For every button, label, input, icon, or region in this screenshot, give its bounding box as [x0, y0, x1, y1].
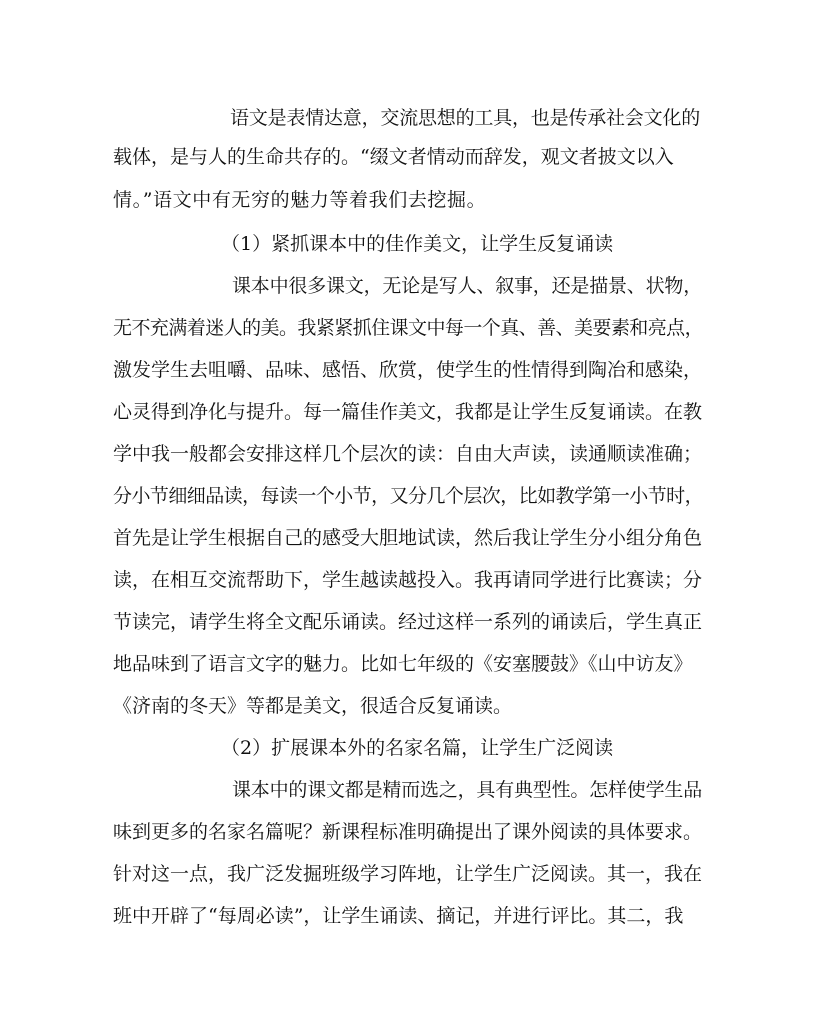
paragraph-3-line-4: 班中开辟了“每周必读”，让学生诵读、摘记，并进行评比。其二，我	[113, 905, 684, 927]
paragraph-3-line-2: 味到更多的名家名篇呢？新课程标准明确提出了课外阅读的具体要求。	[113, 821, 703, 843]
paragraph-2-line-6: 分小节细细品读，每读一个小节，又分几个层次，比如教学第一小节时，	[113, 485, 704, 507]
paragraph-2-line-3: 激发学生去咀嚼、品味、感悟、欣赏，使学生的性情得到陶冶和感染，	[113, 359, 703, 381]
paragraph-1-line-1: 语文是表情达意，交流思想的工具，也是传承社会文化的	[230, 107, 701, 129]
paragraph-2-line-1: 课本中很多课文，无论是写人、叙事，还是描景、状物，	[232, 275, 703, 297]
paragraph-2-line-5: 学中我一般都会安排这样几个层次的读：自由大声读，读通顺读准确；	[113, 443, 703, 465]
paragraph-2-line-7: 首先是让学生根据自己的感受大胆地试读，然后我让学生分小组分角色	[113, 527, 703, 549]
paragraph-3-line-3: 针对这一点，我广泛发掘班级学习阵地，让学生广泛阅读。其一，我在	[113, 863, 703, 885]
paragraph-2-line-10: 地品味到了语言文字的魅力。比如七年级的《安塞腰鼓》《山中访友》	[113, 653, 693, 675]
paragraph-2-line-4: 心灵得到净化与提升。每一篇佳作美文，我都是让学生反复诵读。在教	[113, 401, 703, 423]
subheading-2: （2）扩展课本外的名家名篇，让学生广泛阅读	[221, 737, 614, 759]
subheading-1: （1）紧抓课本中的佳作美文，让学生反复诵读	[221, 233, 614, 255]
paragraph-2-line-9: 节读完，请学生将全文配乐诵读。经过这样一系列的诵读后，学生真正	[113, 611, 703, 633]
paragraph-2-line-8: 读，在相互交流帮助下，学生越读越投入。我再请同学进行比赛读；分	[113, 569, 703, 591]
paragraph-1-line-3: 情。”语文中有无穷的魅力等着我们去挖掘。	[113, 189, 487, 211]
paragraph-2-line-2: 无不充满着迷人的美。我紧紧抓住课文中每一个真、善、美要素和亮点，	[113, 317, 704, 339]
paragraph-1-line-2: 载体，是与人的生命共存的。“缀文者情动而辞发，观文者披文以入	[113, 146, 674, 168]
paragraph-2-line-11: 《济南的冬天》等都是美文，很适合反复诵读。	[113, 695, 513, 717]
paragraph-3-line-1: 课本中的课文都是精而选之，具有典型性。怎样使学生品	[232, 779, 703, 801]
